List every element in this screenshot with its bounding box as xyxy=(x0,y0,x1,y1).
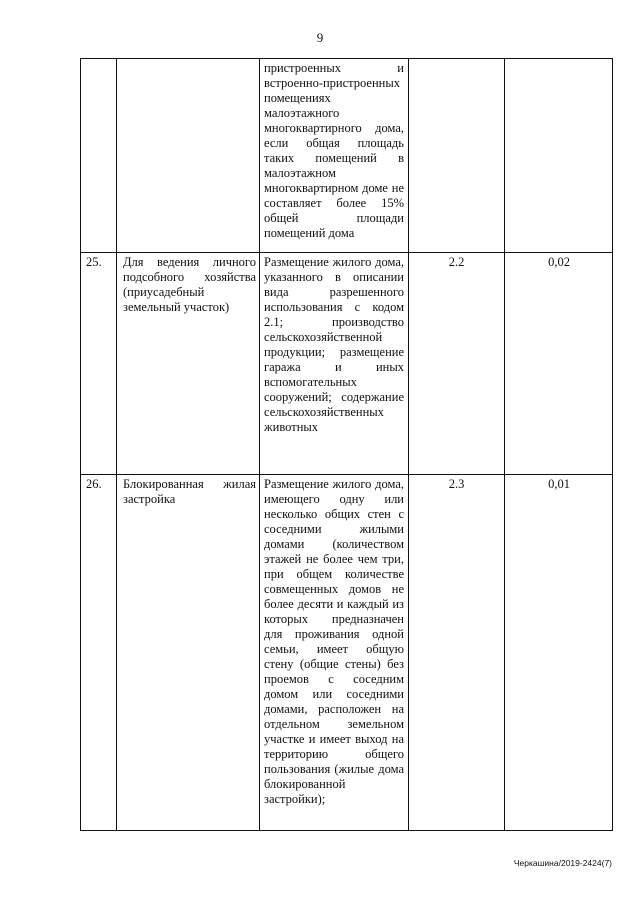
land-use-table xyxy=(80,58,613,831)
table-row-26-name: Блокированная жилая застройка xyxy=(123,477,256,506)
table-row-25-description: Размещение жилого дома, указанного в описании вида разрешенного использования с кодом 2.1; производство сельскохозяйственной продукции; размещение гаража и иных вспомогательных сооружений; содержание сельскохозяйственных животных xyxy=(264,255,404,434)
row-divider xyxy=(81,252,612,253)
column-divider xyxy=(504,59,505,830)
table-row-25-num: 25. xyxy=(86,255,102,269)
column-divider xyxy=(408,59,409,830)
table-row-26-description: Размещение жилого дома, имеющего одну или несколько общих стен с соседними жилыми домами (количеством этажей не более чем три, при общем количестве совмещенных домов не более десяти и каждый из которых предназначен для проживания одной семьи, имеет общую стену (общие стены) без проемов с соседним домом или соседними домами, расположен на отдельном земельном участке и имеет выход на территорию общего пользования (жилые дома блокированной застройки); xyxy=(264,477,404,806)
page-number: 9 xyxy=(316,30,324,45)
table-row-26-value: 0,01 xyxy=(548,477,570,491)
table-row-25-value: 0,02 xyxy=(548,255,570,269)
column-divider xyxy=(116,59,117,830)
column-divider xyxy=(259,59,260,830)
table-row-26-code: 2.3 xyxy=(448,477,465,491)
table-row-25-code: 2.2 xyxy=(448,255,465,269)
table-row-25-name: Для ведения личного подсобного хозяйства (приусадебный земельный участок) xyxy=(123,255,256,314)
document-footer: Черкашина/2019-2424(7) xyxy=(513,858,612,868)
table-row-0-description: пристроенных и встроенно-пристроенных помещениях малоэтажного многоквартирного дома, если общая площадь таких помещений в малоэтажном многоквартирном доме не составляет более 15% общей площади помещений дома xyxy=(264,61,404,240)
row-divider xyxy=(81,474,612,475)
table-row-26-num: 26. xyxy=(86,477,102,491)
